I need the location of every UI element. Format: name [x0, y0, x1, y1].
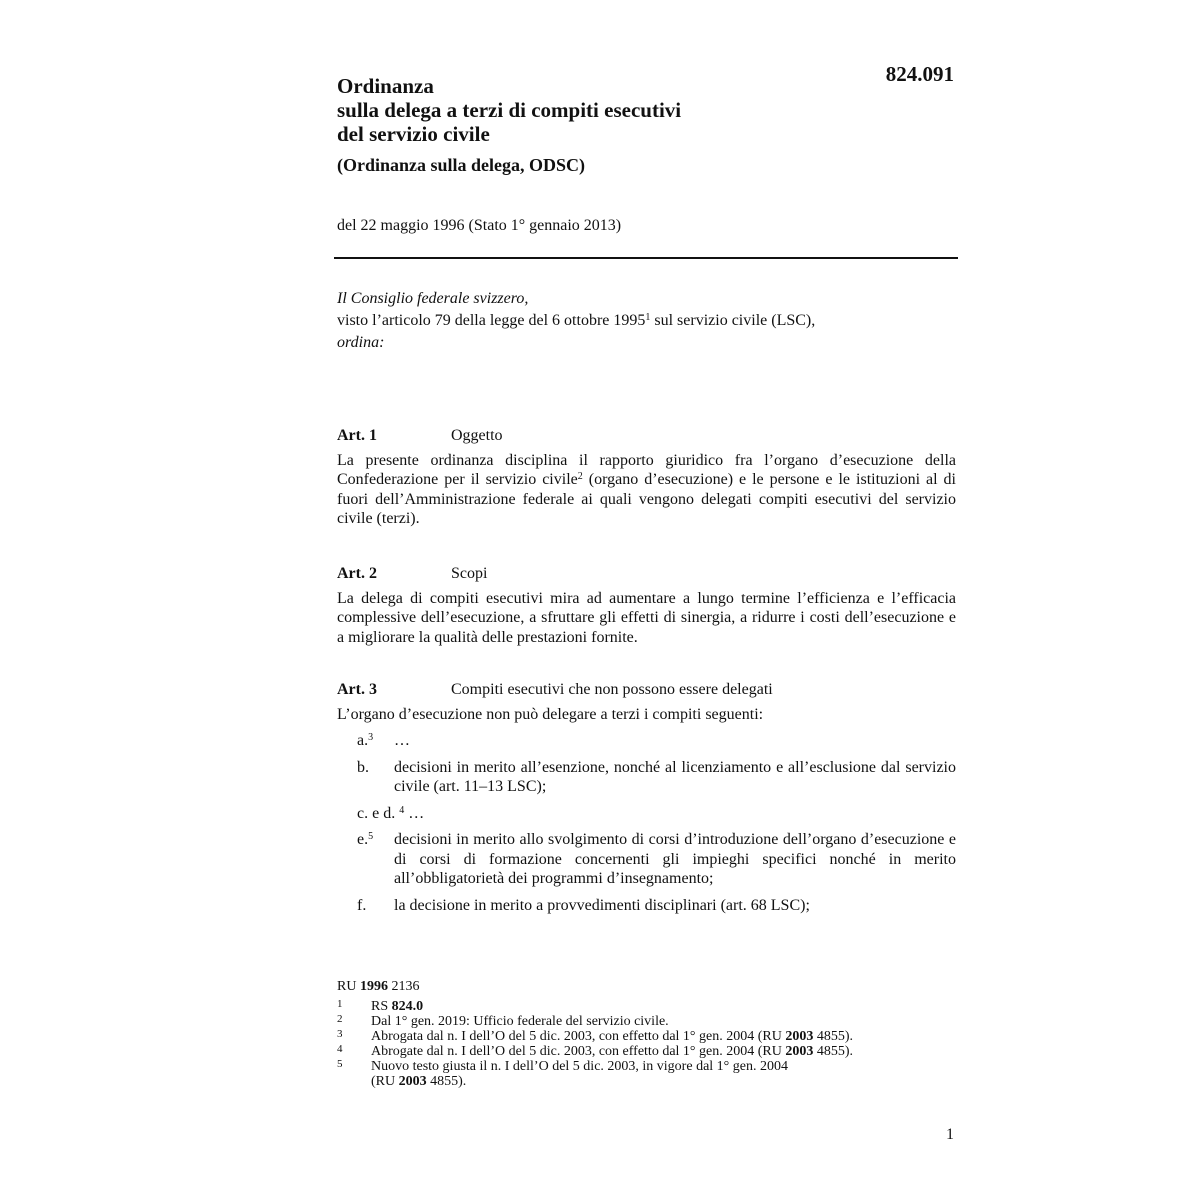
short-title: (Ordinanza sulla delega, ODSC) [337, 155, 586, 175]
ru-prefix: RU [337, 979, 360, 994]
article-number: Art. 1 [337, 427, 377, 444]
footnote-number: 5 [337, 1058, 343, 1070]
footnote-ref[interactable]: 3 [368, 732, 374, 743]
item-letter-text: a. [357, 732, 369, 749]
list-item [337, 896, 956, 916]
ordina: ordina: [337, 334, 385, 351]
list-item [337, 758, 956, 797]
ru-reference [337, 979, 957, 995]
item-text: decisioni in merito allo svolgimento di corsi d’introduzione dell’organo d’esecuzione e di corsi di formazione concernenti gli impieghi specifici nonché in merito all’obbligatorietà dei programmi d’insegnamento; [394, 831, 956, 887]
footnote-number: 4 [337, 1043, 343, 1055]
item-letter [337, 830, 394, 889]
title-line: Ordinanza [337, 74, 434, 98]
ru-year: 1996 [359, 979, 388, 994]
authority: Il Consiglio federale svizzero, [337, 290, 529, 307]
footnote-ref[interactable]: 1 [645, 312, 651, 323]
footnote-text [371, 999, 957, 1014]
item-text: … [408, 804, 425, 822]
footnote-text-part: Nuovo testo giusta il n. I dell’O del 5 dic. 2003, in vigore dal 1° gen. 2004 [371, 1059, 788, 1074]
footnote-text-part: RS [371, 999, 392, 1014]
article-heading: Scopi [451, 565, 488, 582]
footnote-bold: 2003 [398, 1074, 427, 1089]
footnote-ref[interactable]: 2 [577, 471, 583, 482]
article-intro: L’organo d’esecuzione non può delegare a terzi i compiti seguenti: [337, 705, 764, 723]
document-number: 824.091 [885, 62, 954, 86]
article-body-text: La presente ordinanza disciplina il rapporto giuridico fra l’organo d’esecuzione della Confederazione per il servizio civile [337, 451, 956, 488]
item-letter-text: c. e d. [357, 804, 396, 822]
date-line: del 22 maggio 1996 (Stato 1° gennaio 2013) [337, 217, 622, 234]
legal-basis [337, 310, 957, 332]
title-line: del servizio civile [337, 122, 490, 146]
footnote [337, 999, 957, 1014]
item-list [337, 731, 956, 915]
footnote-number: 3 [337, 1028, 343, 1040]
item-letter-text: e. [357, 831, 369, 848]
footnote-bold: 824.0 [391, 999, 424, 1014]
list-item [337, 804, 956, 824]
article-3 [337, 680, 956, 922]
preamble [337, 288, 957, 354]
footnote [337, 1014, 957, 1029]
article-heading: Compiti esecutivi che non possono essere delegati [451, 681, 773, 698]
footnote-text-part: Abrogate dal n. I dell’O del 5 dic. 2003, con effetto dal 1° gen. 2004 (RU [371, 1044, 786, 1059]
footnote-text-end: 4855). [813, 1029, 854, 1044]
footnote-text-end: 4855). [813, 1044, 854, 1059]
footnote-text-part: (RU [371, 1074, 399, 1089]
article-number: Art. 2 [337, 565, 377, 582]
footnote-ref[interactable]: 4 [399, 804, 405, 816]
item-letter [337, 804, 408, 824]
item-text: … [394, 732, 410, 749]
article-body [337, 451, 956, 529]
page-number: 1 [946, 1126, 954, 1143]
article-heading: Oggetto [451, 427, 503, 444]
footnote-text [371, 1044, 957, 1059]
footnote-bold: 2003 [785, 1044, 814, 1059]
item-letter: f. [357, 896, 367, 914]
article-body: La delega di compiti esecutivi mira ad aumentare a lungo termine l’efficienza e l’efficacia complessive dell’esecuzione, a sfruttare gli effetti di sinergia, a ridurre i costi dell’esecuzione e a migliorare la qualità delle prestazioni fornite. [337, 589, 956, 646]
ru-page: 2136 [387, 979, 420, 994]
divider [334, 257, 958, 259]
list-item [337, 731, 956, 751]
footnote-number: 1 [337, 998, 343, 1010]
article-2 [337, 564, 956, 647]
title-line: sulla delega a terzi di compiti esecutivi [337, 98, 682, 122]
article-body-text-end: (organo d’esecuzione) e le persone e le istituzioni al di fuori dell’Amministrazione federale ai quali vengono delegati compiti esecutivi del servizio civile (terzi). [337, 471, 956, 527]
footnotes [337, 979, 957, 1089]
footnote-bold: 2003 [785, 1029, 814, 1044]
footnote [337, 1029, 957, 1044]
item-text: la decisione in merito a provvedimenti disciplinari (art. 68 LSC); [394, 896, 810, 914]
footnote-text-part: Abrogata dal n. I dell’O del 5 dic. 2003, con effetto dal 1° gen. 2004 (RU [371, 1029, 786, 1044]
article-1 [337, 426, 956, 529]
title-block [337, 74, 897, 176]
footnote-ref[interactable]: 5 [368, 831, 374, 842]
legal-basis-text: visto l’articolo 79 della legge del 6 ottobre 1995 [337, 312, 646, 329]
item-letter [337, 731, 394, 751]
legal-basis-text-end: sul servizio civile (LSC), [650, 312, 816, 329]
footnote-text [371, 1059, 957, 1089]
footnote-text: Dal 1° gen. 2019: Ufficio federale del servizio civile. [371, 1014, 669, 1029]
list-item [337, 830, 956, 889]
article-number: Art. 3 [337, 681, 377, 698]
item-text: decisioni in merito all’esenzione, nonché al licenziamento e all’esclusione dal servizio civile (art. 11–13 LSC); [394, 758, 956, 795]
footnote [337, 1044, 957, 1059]
footnote-text [371, 1029, 957, 1044]
item-letter: b. [357, 758, 369, 776]
footnote [337, 1059, 957, 1089]
footnote-number: 2 [337, 1013, 343, 1025]
footnote-text-end: 4855). [426, 1074, 467, 1089]
